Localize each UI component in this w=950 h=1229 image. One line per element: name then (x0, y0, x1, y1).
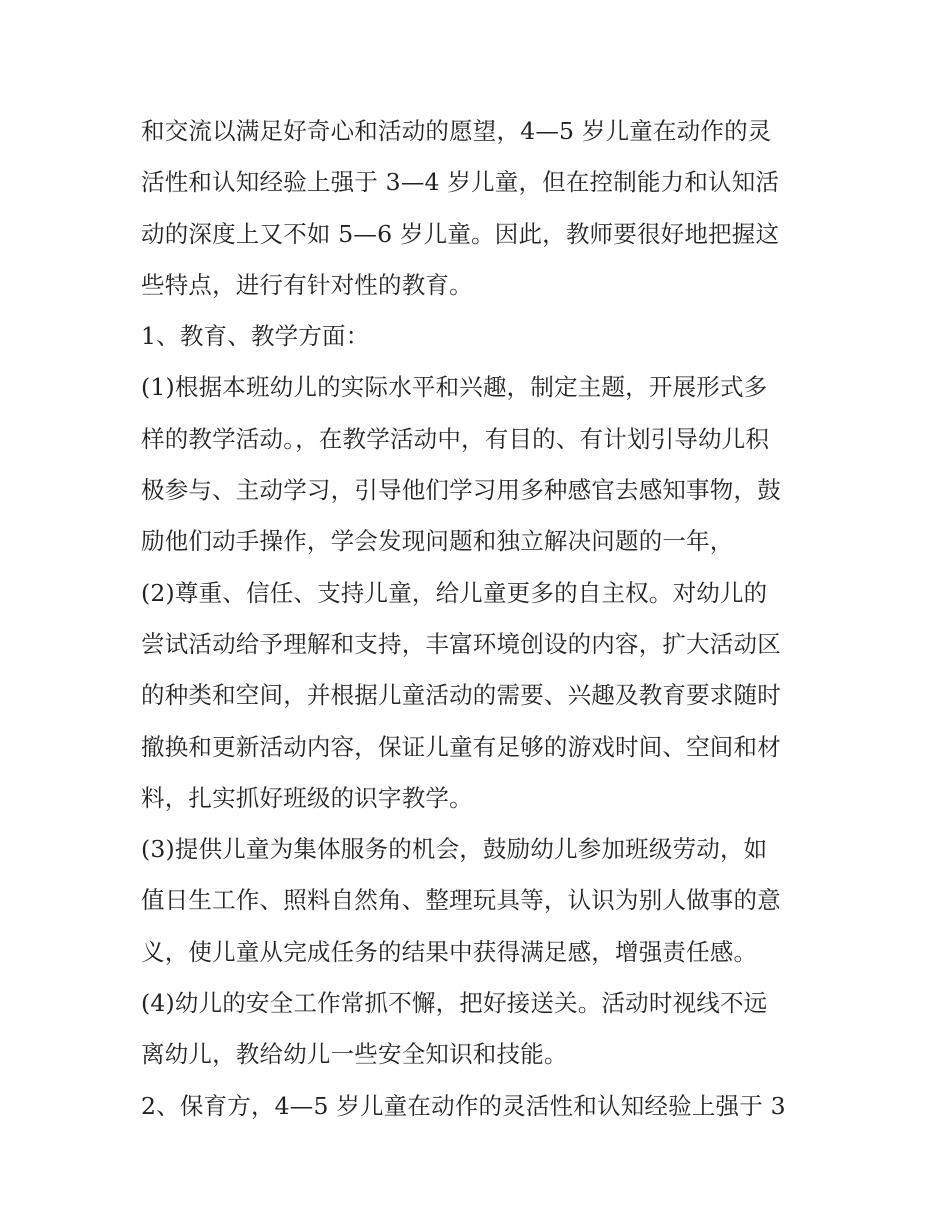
text-line: 值日生工作、照料自然角、整理玩具等，认识为别人做事的意 (141, 886, 781, 915)
text-line: 的种类和空间，并根据儿童活动的需要、兴趣及教育要求随时 (141, 681, 781, 710)
text-line: (4)幼儿的安全工作常抓不懈，把好接送关。活动时视线不远 (141, 989, 768, 1018)
section-heading-education: 1、教育、教学方面： (141, 322, 370, 351)
section-heading-care: 2、保育方，4—5 岁儿童在动作的灵活性和认知经验上强于 3 (141, 1091, 786, 1120)
text-line: (3)提供儿童为集体服务的机会，鼓励幼儿参加班级劳动，如 (141, 835, 768, 864)
text-line: 样的教学活动。，在教学活动中，有目的、有计划引导幼儿积 (141, 424, 770, 453)
text-line: 些特点，进行有针对性的教育。 (141, 270, 473, 299)
text-line: 义，使儿童从完成任务的结果中获得满足感，增强责任感。 (141, 937, 758, 966)
text-line: 离幼儿，教给幼儿一些安全知识和技能。 (141, 1040, 568, 1069)
body-text (141, 106, 821, 1132)
text-line: 料，扎实抓好班级的识字教学。 (141, 783, 473, 812)
text-line: 励他们动手操作，学会发现问题和独立解决问题的一年， (141, 527, 734, 556)
text-line: 动的深度上又不如 5—6 岁儿童。因此，教师要很好地把握这 (141, 219, 780, 248)
text-line: 撤换和更新活动内容，保证儿童有足够的游戏时间、空间和材 (141, 732, 781, 761)
text-line: 尝试活动给予理解和支持，丰富环境创设的内容，扩大活动区 (141, 629, 781, 658)
text-line: (1)根据本班幼儿的实际水平和兴趣，制定主题，开展形式多 (141, 373, 768, 402)
text-line: (2)尊重、信任、支持儿童，给儿童更多的自主权。对幼儿的 (141, 578, 768, 607)
text-line: 极参与、主动学习，引导他们学习用多种感官去感知事物，鼓 (141, 476, 781, 505)
text-line: 和交流以满足好奇心和活动的愿望，4—5 岁儿童在动作的灵 (141, 117, 772, 145)
text-line: 活性和认知经验上强于 3—4 岁儿童，但在控制能力和认知活 (141, 168, 780, 197)
